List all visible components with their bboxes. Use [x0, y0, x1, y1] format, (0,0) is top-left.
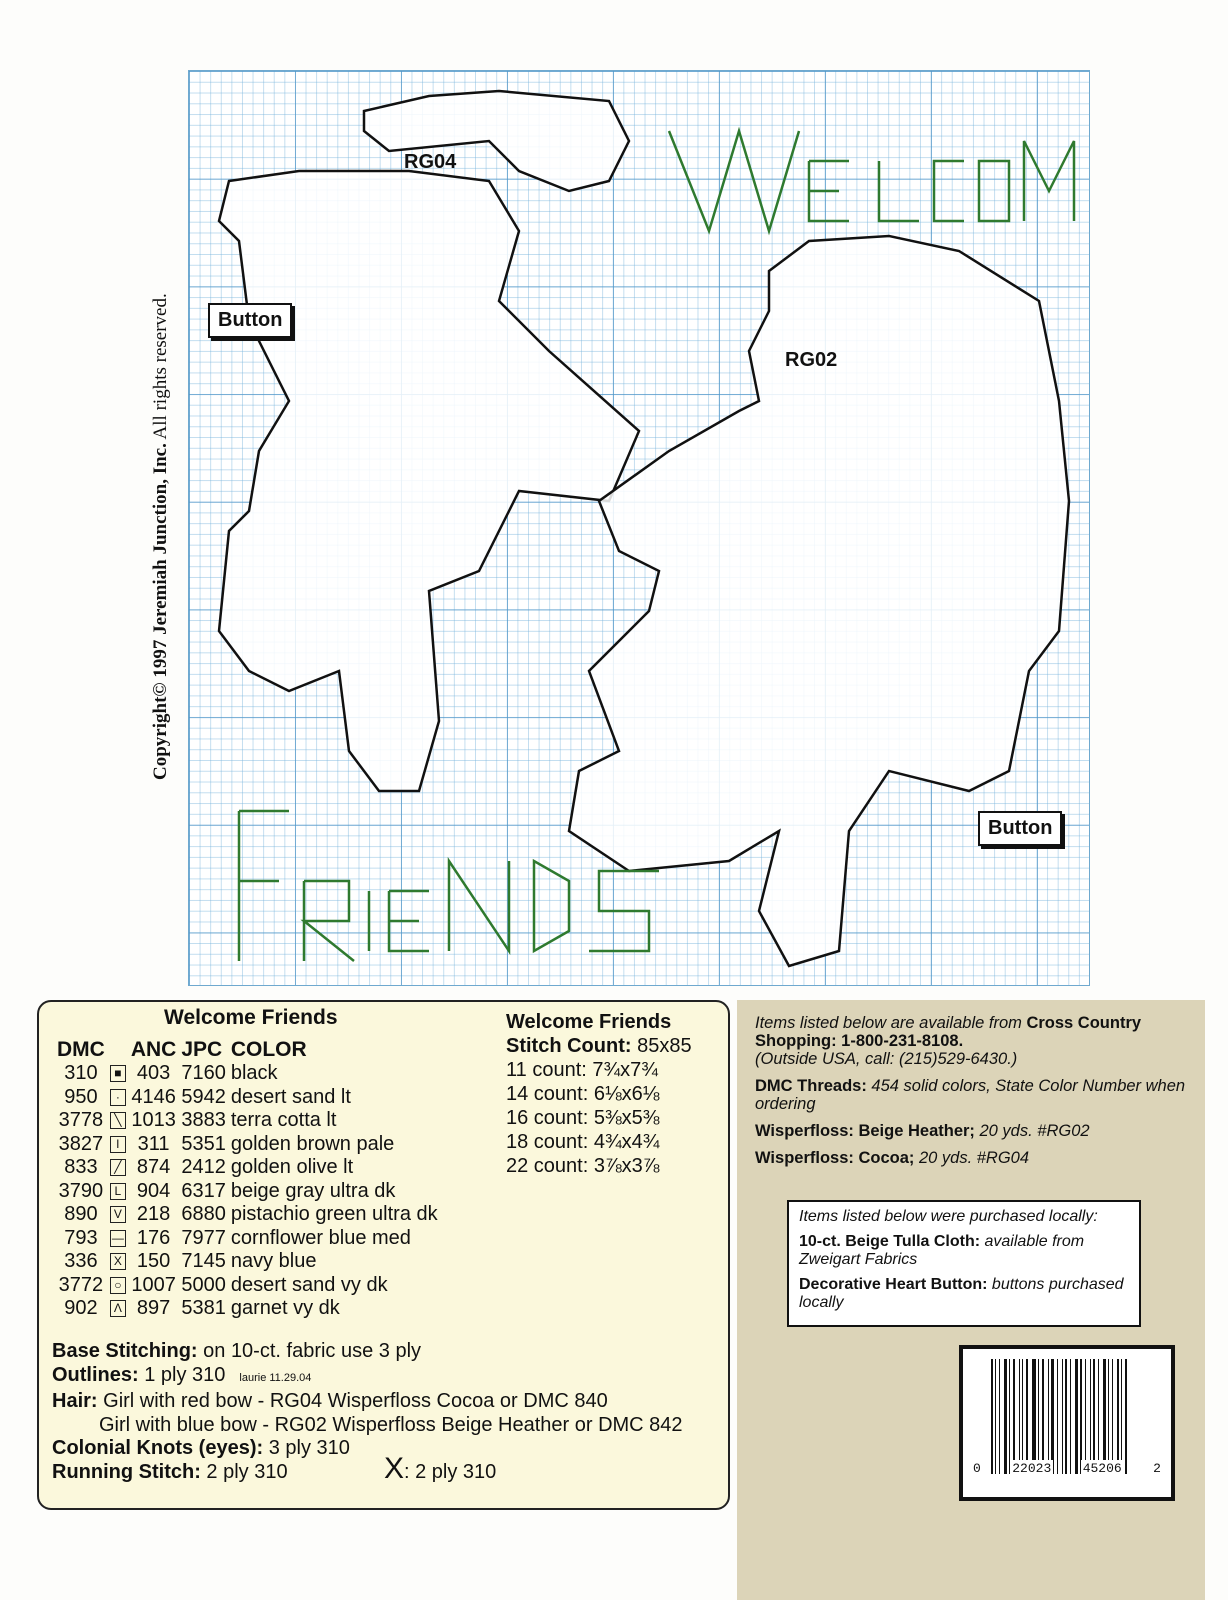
color-name: golden olive lt [230, 1156, 354, 1178]
symbol-cell [110, 1133, 131, 1157]
button-label-right: Button [978, 811, 1062, 846]
key-row [57, 1203, 443, 1227]
color-name: terra cotta lt [230, 1109, 337, 1131]
outlines-text: 1 ply 310 [138, 1363, 226, 1386]
barcode-bar [1125, 1359, 1127, 1474]
hair-label: Hair: [52, 1390, 98, 1412]
barcode-bar [1042, 1359, 1044, 1474]
color-name: desert sand lt [230, 1085, 351, 1108]
header-color: COLOR [230, 1038, 307, 1061]
button-item-label: Decorative Heart Button: [799, 1276, 988, 1293]
barcode-bar [1103, 1359, 1106, 1474]
anc-number: 176 [136, 1226, 171, 1249]
shop-outside: (Outside USA, call: (215)529-6430.) [755, 1050, 1018, 1068]
color-key-table [57, 1038, 443, 1321]
barcode-bar [1062, 1359, 1063, 1474]
dmc-number: 336 [64, 1250, 98, 1272]
anc-number: 311 [137, 1132, 170, 1155]
barcode-bar [1093, 1359, 1095, 1474]
girl-left-outline [219, 171, 639, 791]
barcode-bar [1108, 1359, 1109, 1474]
barcode-bar [1121, 1359, 1122, 1474]
color-name: garnet vy dk [230, 1297, 340, 1319]
barcode-bar [1013, 1359, 1015, 1474]
symbol-cell [110, 1227, 131, 1251]
barcode-bar [1048, 1359, 1049, 1474]
barcode-bar [991, 1359, 993, 1474]
key-row [57, 1086, 443, 1110]
cross-stitch-chart [188, 70, 1090, 986]
symbol-icon: V [110, 1206, 126, 1223]
jpc-number: 5000 [181, 1273, 226, 1296]
welcome-lettering [669, 131, 1074, 231]
barcode-bars [991, 1359, 1163, 1474]
button-label-left: Button [208, 303, 292, 338]
dmc-label: DMC Threads: [755, 1077, 867, 1095]
outlines-label: Outlines: [52, 1363, 139, 1386]
symbol-cell [110, 1274, 131, 1298]
count-line: 18 count: 4¾x4¾ [506, 1131, 660, 1153]
hair-text-2: Girl with blue bow - RG02 Wisperfloss Beige Heather or DMC 842 [99, 1413, 683, 1436]
symbol-cell [110, 1180, 131, 1204]
anc-number: 897 [136, 1297, 171, 1319]
symbol-icon: ╲ [110, 1112, 126, 1129]
local-intro: Items listed below were purchased locally: [799, 1208, 1098, 1225]
hair-text-1: Girl with red bow - RG04 Wisperfloss Cocoa or DMC 840 [97, 1390, 608, 1412]
count-line: 14 count: 6⅛x6⅛ [506, 1083, 660, 1105]
barcode-bar [1038, 1359, 1039, 1474]
shopping-panel [737, 1000, 1205, 1600]
barcode-bar [1085, 1359, 1086, 1474]
anc-number: 150 [136, 1250, 171, 1272]
barcode-bar [1057, 1359, 1058, 1474]
key-row [57, 1156, 443, 1180]
jpc-number: 6880 [181, 1203, 226, 1225]
anc-number: 874 [136, 1156, 171, 1178]
dmc-number: 3827 [58, 1132, 104, 1155]
color-name: beige gray ultra dk [230, 1179, 396, 1202]
header-anc: ANC [130, 1038, 177, 1061]
barcode-bar [1004, 1359, 1007, 1474]
color-name: cornflower blue med [230, 1226, 411, 1249]
symbol-cell [110, 1062, 131, 1086]
anc-number: 218 [136, 1203, 171, 1225]
symbol-icon: Λ [110, 1300, 126, 1317]
jpc-number: 2412 [181, 1156, 226, 1178]
barcode-bar [1080, 1359, 1082, 1474]
wisp2-label: Wisperfloss: Cocoa; [755, 1149, 915, 1167]
symbol-cell [110, 1297, 131, 1321]
stitch-count-label: Stitch Count: [506, 1035, 632, 1057]
barcode-bar [1075, 1359, 1078, 1474]
anc-number: 904 [136, 1179, 171, 1202]
shop-phone: Cross Country Shopping: 1-800-231-8108. [755, 1014, 1142, 1050]
wisp1-text: 20 yds. #RG02 [974, 1122, 1090, 1140]
barcode-bar [1026, 1359, 1028, 1474]
x-symbol-icon: X [384, 1452, 405, 1485]
jpc-number: 7145 [181, 1250, 226, 1272]
barcode-digit-left: 0 [973, 1461, 981, 1476]
dmc-number: 3772 [58, 1273, 104, 1296]
barcode-bar [999, 1359, 1000, 1474]
label-rg04: RG04 [404, 151, 457, 173]
wisp1-label: Wisperfloss: Beige Heather; [755, 1122, 975, 1140]
signature-note: laurie 11.29.04 [239, 1371, 312, 1384]
key-row [57, 1180, 443, 1204]
barcode-bar [1022, 1359, 1023, 1474]
barcode-bar [995, 1359, 996, 1474]
barcode-digit-right: 2 [1153, 1461, 1161, 1476]
key-row [57, 1227, 443, 1251]
key-row [57, 1297, 443, 1321]
dmc-number: 3790 [58, 1179, 104, 1202]
barcode-bar [1032, 1359, 1036, 1474]
stitch-count-block [506, 1010, 692, 1178]
symbol-icon: — [111, 1230, 124, 1245]
jpc-number: 5351 [181, 1132, 226, 1155]
wisp2-text: 20 yds. #RG04 [914, 1149, 1030, 1167]
barcode-bar [1070, 1359, 1071, 1474]
jpc-number: 5381 [181, 1297, 226, 1319]
symbol-cell [110, 1156, 131, 1180]
key-row [57, 1133, 443, 1157]
count-line: 11 count: 7¾x7¾ [506, 1059, 658, 1081]
copyright-notice [150, 80, 172, 780]
symbol-cell [110, 1250, 131, 1274]
barcode-group-1: 22023 [1012, 1461, 1052, 1476]
dmc-number: 950 [64, 1085, 98, 1108]
dmc-number: 833 [64, 1156, 98, 1178]
counts-title: Welcome Friends [506, 1011, 672, 1033]
anc-number: 403 [136, 1062, 171, 1084]
anc-number: 1007 [131, 1273, 176, 1296]
barcode-group-2: 45206 [1082, 1461, 1122, 1476]
cloth-label: 10-ct. Beige Tulla Cloth: [799, 1233, 981, 1250]
jpc-number: 7160 [181, 1062, 226, 1084]
barcode-bar [1112, 1359, 1113, 1474]
color-name: desert sand vy dk [230, 1273, 388, 1296]
running-label: Running Stitch: [52, 1460, 201, 1483]
barcode-bar [1065, 1359, 1067, 1474]
header-dmc: DMC [57, 1038, 105, 1061]
anc-number: 1013 [131, 1109, 176, 1131]
base-label: Base Stitching: [52, 1340, 198, 1362]
label-rg02: RG02 [785, 349, 838, 371]
jpc-number: 6317 [181, 1179, 226, 1202]
key-row [57, 1274, 443, 1298]
anc-number: 4146 [131, 1085, 176, 1108]
barcode-bar [1019, 1359, 1020, 1474]
color-name: golden brown pale [230, 1132, 395, 1155]
knots-text: 3 ply 310 [263, 1437, 350, 1459]
symbol-icon: L [110, 1183, 126, 1200]
dmc-text: 454 solid colors, State Color Number when ordering [755, 1077, 1186, 1113]
symbol-cell [110, 1109, 131, 1133]
button-item-text: buttons purchased locally [799, 1276, 1124, 1311]
color-name: black [230, 1062, 278, 1084]
key-row [57, 1250, 443, 1274]
barcode-bar [1051, 1359, 1054, 1474]
barcode [959, 1345, 1175, 1501]
knots-label: Colonial Knots (eyes): [52, 1437, 264, 1459]
color-key-panel [37, 1000, 730, 1510]
header-jpc: JPC [181, 1038, 223, 1061]
chart-drawing [189, 71, 1091, 987]
barcode-bar [1117, 1359, 1119, 1474]
symbol-icon: ■ [110, 1065, 126, 1082]
cloth-text: available from Zweigart Fabrics [799, 1233, 1085, 1268]
color-name: navy blue [230, 1250, 317, 1272]
symbol-cell [110, 1086, 131, 1110]
symbol-icon: · [110, 1089, 126, 1106]
symbol-icon: X [110, 1253, 126, 1270]
count-line: 16 count: 5⅜x5⅜ [506, 1107, 660, 1129]
symbol-icon: ○ [110, 1277, 126, 1294]
dmc-number: 793 [64, 1226, 98, 1249]
barcode-bar [1098, 1359, 1099, 1474]
header-symbol [110, 1038, 131, 1062]
symbol-icon: I [110, 1136, 126, 1153]
jpc-number: 5942 [181, 1085, 226, 1108]
key-row [57, 1062, 443, 1086]
running-text: 2 ply 310 [200, 1460, 288, 1483]
x-stitch-note [384, 1452, 496, 1486]
barcode-bar [1090, 1359, 1091, 1474]
count-line: 22 count: 3⅞x3⅞ [506, 1155, 660, 1177]
jpc-number: 3883 [181, 1109, 226, 1131]
color-name: pistachio green ultra dk [230, 1203, 438, 1225]
copyright-text: Copyright© 1997 Jeremiah Junction, Inc. [150, 443, 171, 780]
local-items-box [787, 1200, 1141, 1327]
symbol-icon: ╱ [110, 1159, 126, 1176]
girl-right-outline [569, 236, 1069, 966]
dmc-number: 3778 [58, 1109, 104, 1131]
key-title: Welcome Friends [164, 1006, 338, 1029]
dmc-number: 890 [64, 1203, 98, 1225]
symbol-cell [110, 1203, 131, 1227]
jpc-number: 7977 [181, 1226, 226, 1249]
stitching-notes [52, 1340, 683, 1484]
shop-intro: Items listed below are available from [755, 1014, 1027, 1032]
x-note-text: : 2 ply 310 [404, 1461, 497, 1483]
rights-text: All rights reserved. [150, 293, 171, 444]
dmc-number: 902 [64, 1297, 98, 1319]
key-row [57, 1109, 443, 1133]
base-text: on 10-ct. fabric use 3 ply [197, 1340, 422, 1362]
stitch-count-value: 85x85 [637, 1035, 692, 1057]
barcode-bar [1009, 1359, 1010, 1474]
dmc-number: 310 [64, 1062, 98, 1084]
